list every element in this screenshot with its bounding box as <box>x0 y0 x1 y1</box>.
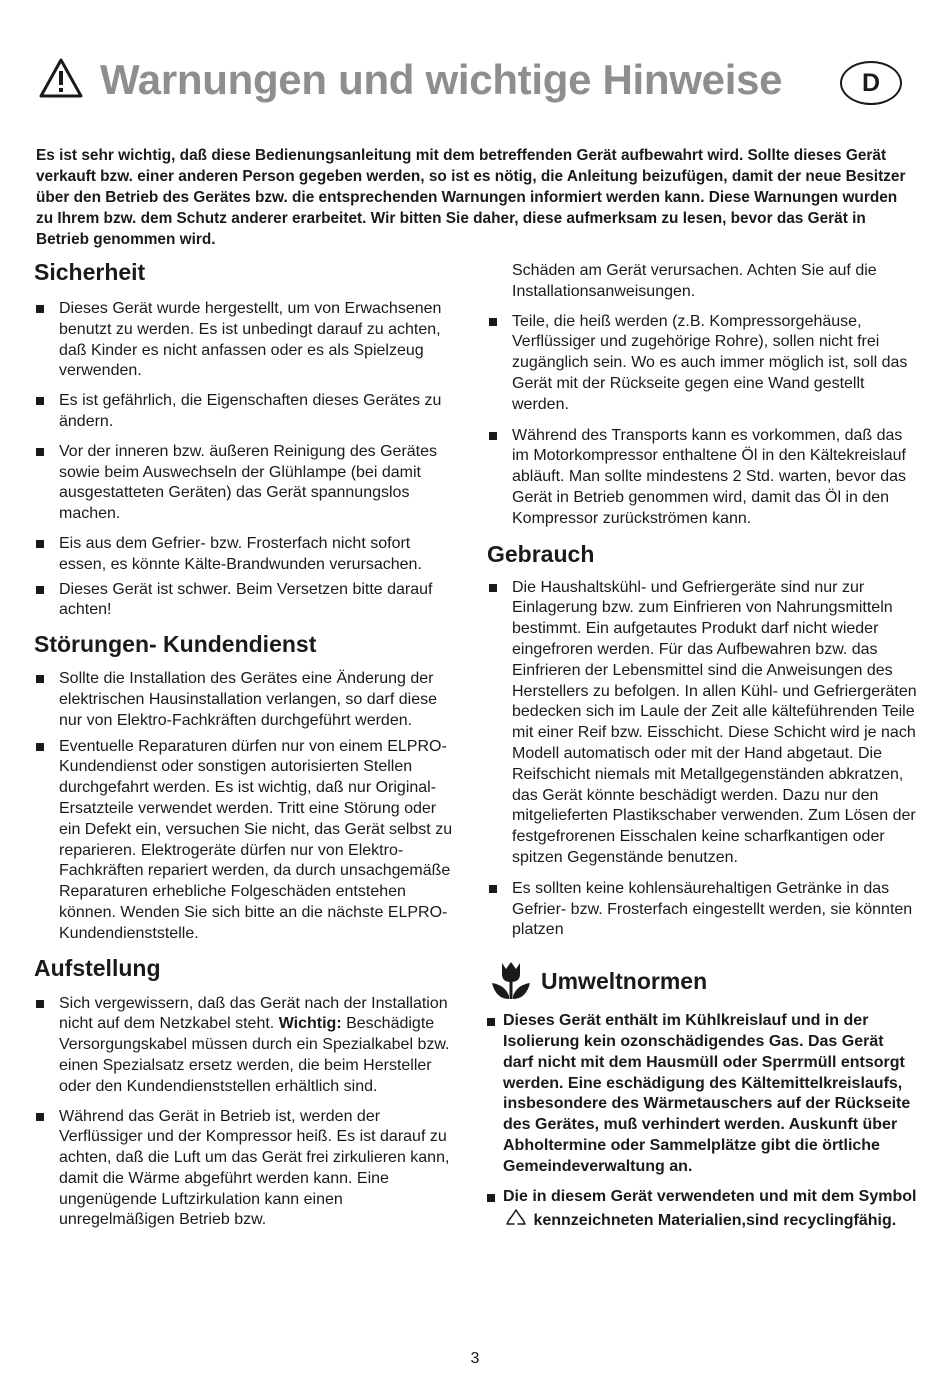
section-heading-gebrauch: Gebrauch <box>487 540 595 567</box>
list-item: Dieses Gerät wurde hergestellt, um von Erwachsenen benutzt zu werden. Es ist unbedingt darauf zu achten, daß Kinder es nicht anfassen oder es als Spielzeug verwenden. <box>34 299 454 382</box>
section-heading-stoerungen: Störungen- Kundendienst <box>34 631 317 658</box>
stoerungen-list <box>34 669 454 944</box>
bullet-square <box>36 675 44 683</box>
list-item: Es ist gefährlich, die Eigenschaften dieses Gerätes zu ändern. <box>34 391 454 433</box>
intro-paragraph: Es ist sehr wichtig, daß diese Bedienungsanleitung mit dem betreffenden Gerät aufbewahrt wird. Sollte dieses Gerät verkauft bzw. einer anderen Person gegeben werden, so ist es nötig, die Anleitung beizufügen, damit der neue Besitzer über den Betrieb des Gerätes bzw. die entsprechenden Warnungen informiert werden kann. Diese Warnungen wurden zu Ihrem bzw. dem Schutz anderer erarbeitet. Wir bitten Sie daher, diese aufmerksam zu lesen, bevor das Gerät in Betrieb genommen wird. <box>36 147 906 248</box>
recycle-icon <box>505 1208 527 1228</box>
tulip-icon <box>490 959 532 1001</box>
bullet-square <box>36 305 44 313</box>
page-number: 3 <box>470 1350 480 1367</box>
bullet-square <box>36 397 44 405</box>
list-item: Sich vergewissern, daß das Gerät nach der Installation nicht auf dem Netzkabel steht. Wichtig: Beschädigte Versorgungskabel müssen durch ein Spezialkabel bzw. einen Spezialsatz ersetz werden, die beim Hersteller oder den Kundendienststellen erhältlich sind. <box>34 994 454 1098</box>
bullet-square <box>489 584 497 592</box>
bullet-square <box>36 540 44 548</box>
bullet-square <box>36 1000 44 1008</box>
bullet-square <box>36 743 44 751</box>
list-item: Es sollten keine kohlensäurehaltigen Getränke in das Gefrier- bzw. Frosterfach eingestellt werden, sie könnten platzen <box>487 879 917 941</box>
warning-triangle-icon <box>38 57 84 99</box>
list-item: Dieses Gerät ist schwer. Beim Versetzen bitte darauf achten! <box>34 580 454 622</box>
bullet-square <box>36 586 44 594</box>
list-item: Eis aus dem Gefrier- bzw. Frosterfach nicht sofort essen, es könnte Kälte-Brandwunden verursachen. <box>34 534 454 576</box>
important-label: Wichtig: <box>278 1015 342 1033</box>
bullet-square <box>487 1194 495 1202</box>
page-header <box>36 52 916 112</box>
language-badge: D <box>840 61 902 105</box>
bullet-square <box>487 1018 495 1026</box>
list-item: Sollte die Installation des Gerätes eine Änderung der elektrischen Hausinstallation verlangen, so darf diese nur von Elektro-Fachkräften durchgeführt werden. <box>34 669 454 731</box>
list-item: Die Haushaltskühl- und Gefriergeräte sind nur zur Einlagerung bzw. zum Einfrieren von Nahrungsmitteln bestimmt. Ein aufgetautes Produkt darf nicht wieder eingefroren werden. Für das Aufbewahren bzw. das Einfrieren der Lebensmittel sind die Anweisungen des Herstellers zu befolgen. In allen Kühl- und Gefriergeräten bedecken sich im Laule der Zeit alle kälteführenden Teile mit einer Reif bzw. Eisschicht. Diese Schicht wird je nach Modell automatisch oder mit der Hand abgetaut. Die Reifschicht niemals mit Metallgegenständen abkratzen, das Gerät könnte beschädigt werden. Dazu nur den mitgelieferten Plastikschaber verwenden. Zum Lösen der festgefrorenen Eisschalen keine scharfkantigen oder spitzen Gegenstände benutzen. <box>487 578 917 869</box>
bullet-square <box>36 448 44 456</box>
bullet-square <box>36 1113 44 1121</box>
list-item: Eventuelle Reparaturen dürfen nur von einem ELPRO-Kundendienst oder sonstigen autorisierten Stellen durchgefahrt werden. Es ist wichtig, daß nur Original-Ersatzteile verwendet werden. Tritt eine Störung oder ein Defekt ein, versuchen Sie nicht, das Gerät selbst zu reparieren. Elektrogeräte dürfen nur von Elektro-Fachkräften repariert werden, da durch unsachgemäße Reparaturen erhebliche Folgeschäden entstehen können. Wenden Sie sich bitte an die nächste ELPRO-Kundendienststelle. <box>34 737 454 945</box>
list-item: Teile, die heiß werden (z.B. Kompressorgehäuse, Verflüssiger und zugehörige Rohre), sollen nicht frei zugänglich sein. Wo es auch immer möglich ist, soll das Gerät mit der Rückseite gegen eine Wand gestellt werden. <box>487 312 917 416</box>
left-column <box>34 258 454 1240</box>
section-heading-aufstellung: Aufstellung <box>34 954 161 981</box>
section-heading-umweltnormen: Umweltnormen <box>541 968 708 995</box>
umwelt-list <box>487 1011 917 1232</box>
list-item: Vor der inneren bzw. äußeren Reinigung des Gerätes sowie beim Auswechseln der Glühlampe (bei damit ausgestatteten Geräten) das Gerät spannungslos machen. <box>34 442 454 525</box>
bullet-square <box>489 885 497 893</box>
list-item: Dieses Gerät enthält im Kühlkreislauf und in der Isolierung kein ozonschädigendes Gas. Das Gerät darf nicht mit dem Hausmüll oder Sperrmüll entsorgt werden. Eine eschädigung des Kältemittelkreislaufs, insbesondere des Wärmetauschers auf der Rückseite des Gerätes, muß verhindert werden. Auskunft über Abholtermine oder Sammelplätze gibt die örtliche Gemeindeverwaltung an. <box>487 1011 917 1177</box>
list-item: Während das Gerät in Betrieb ist, werden der Verflüssiger und der Kompressor heiß. Es ist darauf zu achten, daß die Luft um das Gerät frei zirkulieren kann, damit die Wärme abgeführt werden kann. Eine ungenügende Luftzirkulation kann einen unregelmäßigen Betrieb bzw. <box>34 1107 454 1232</box>
umwelt-header <box>487 959 917 1003</box>
bullet-square <box>489 318 497 326</box>
sicherheit-list <box>34 299 454 621</box>
right-column <box>487 261 917 1242</box>
list-item: Während des Transports kann es vorkommen, daß das im Motorkompressor enthaltene Öl in den Kältekreislauf abläuft. Man sollte mindestens 2 Std. warten, bevor das Gerät in Betrieb genommen wird, damit das Öl in den Kompressor zurückströmen kann. <box>487 426 917 530</box>
section-heading-sicherheit: Sicherheit <box>34 259 146 285</box>
continued-text: Schäden am Gerät verursachen. Achten Sie auf die Installationsanweisungen. <box>512 262 877 300</box>
list-item: Die in diesem Gerät verwendeten und mit dem Symbol kennzeichneten Materialien,sind recyclingfähig. <box>487 1187 917 1232</box>
bullet-square <box>489 432 497 440</box>
aufstellung-list-continued <box>487 312 917 530</box>
page-title: Warnungen und wichtige Hinweise <box>100 56 783 103</box>
aufstellung-list <box>34 994 454 1232</box>
gebrauch-list <box>487 578 917 942</box>
